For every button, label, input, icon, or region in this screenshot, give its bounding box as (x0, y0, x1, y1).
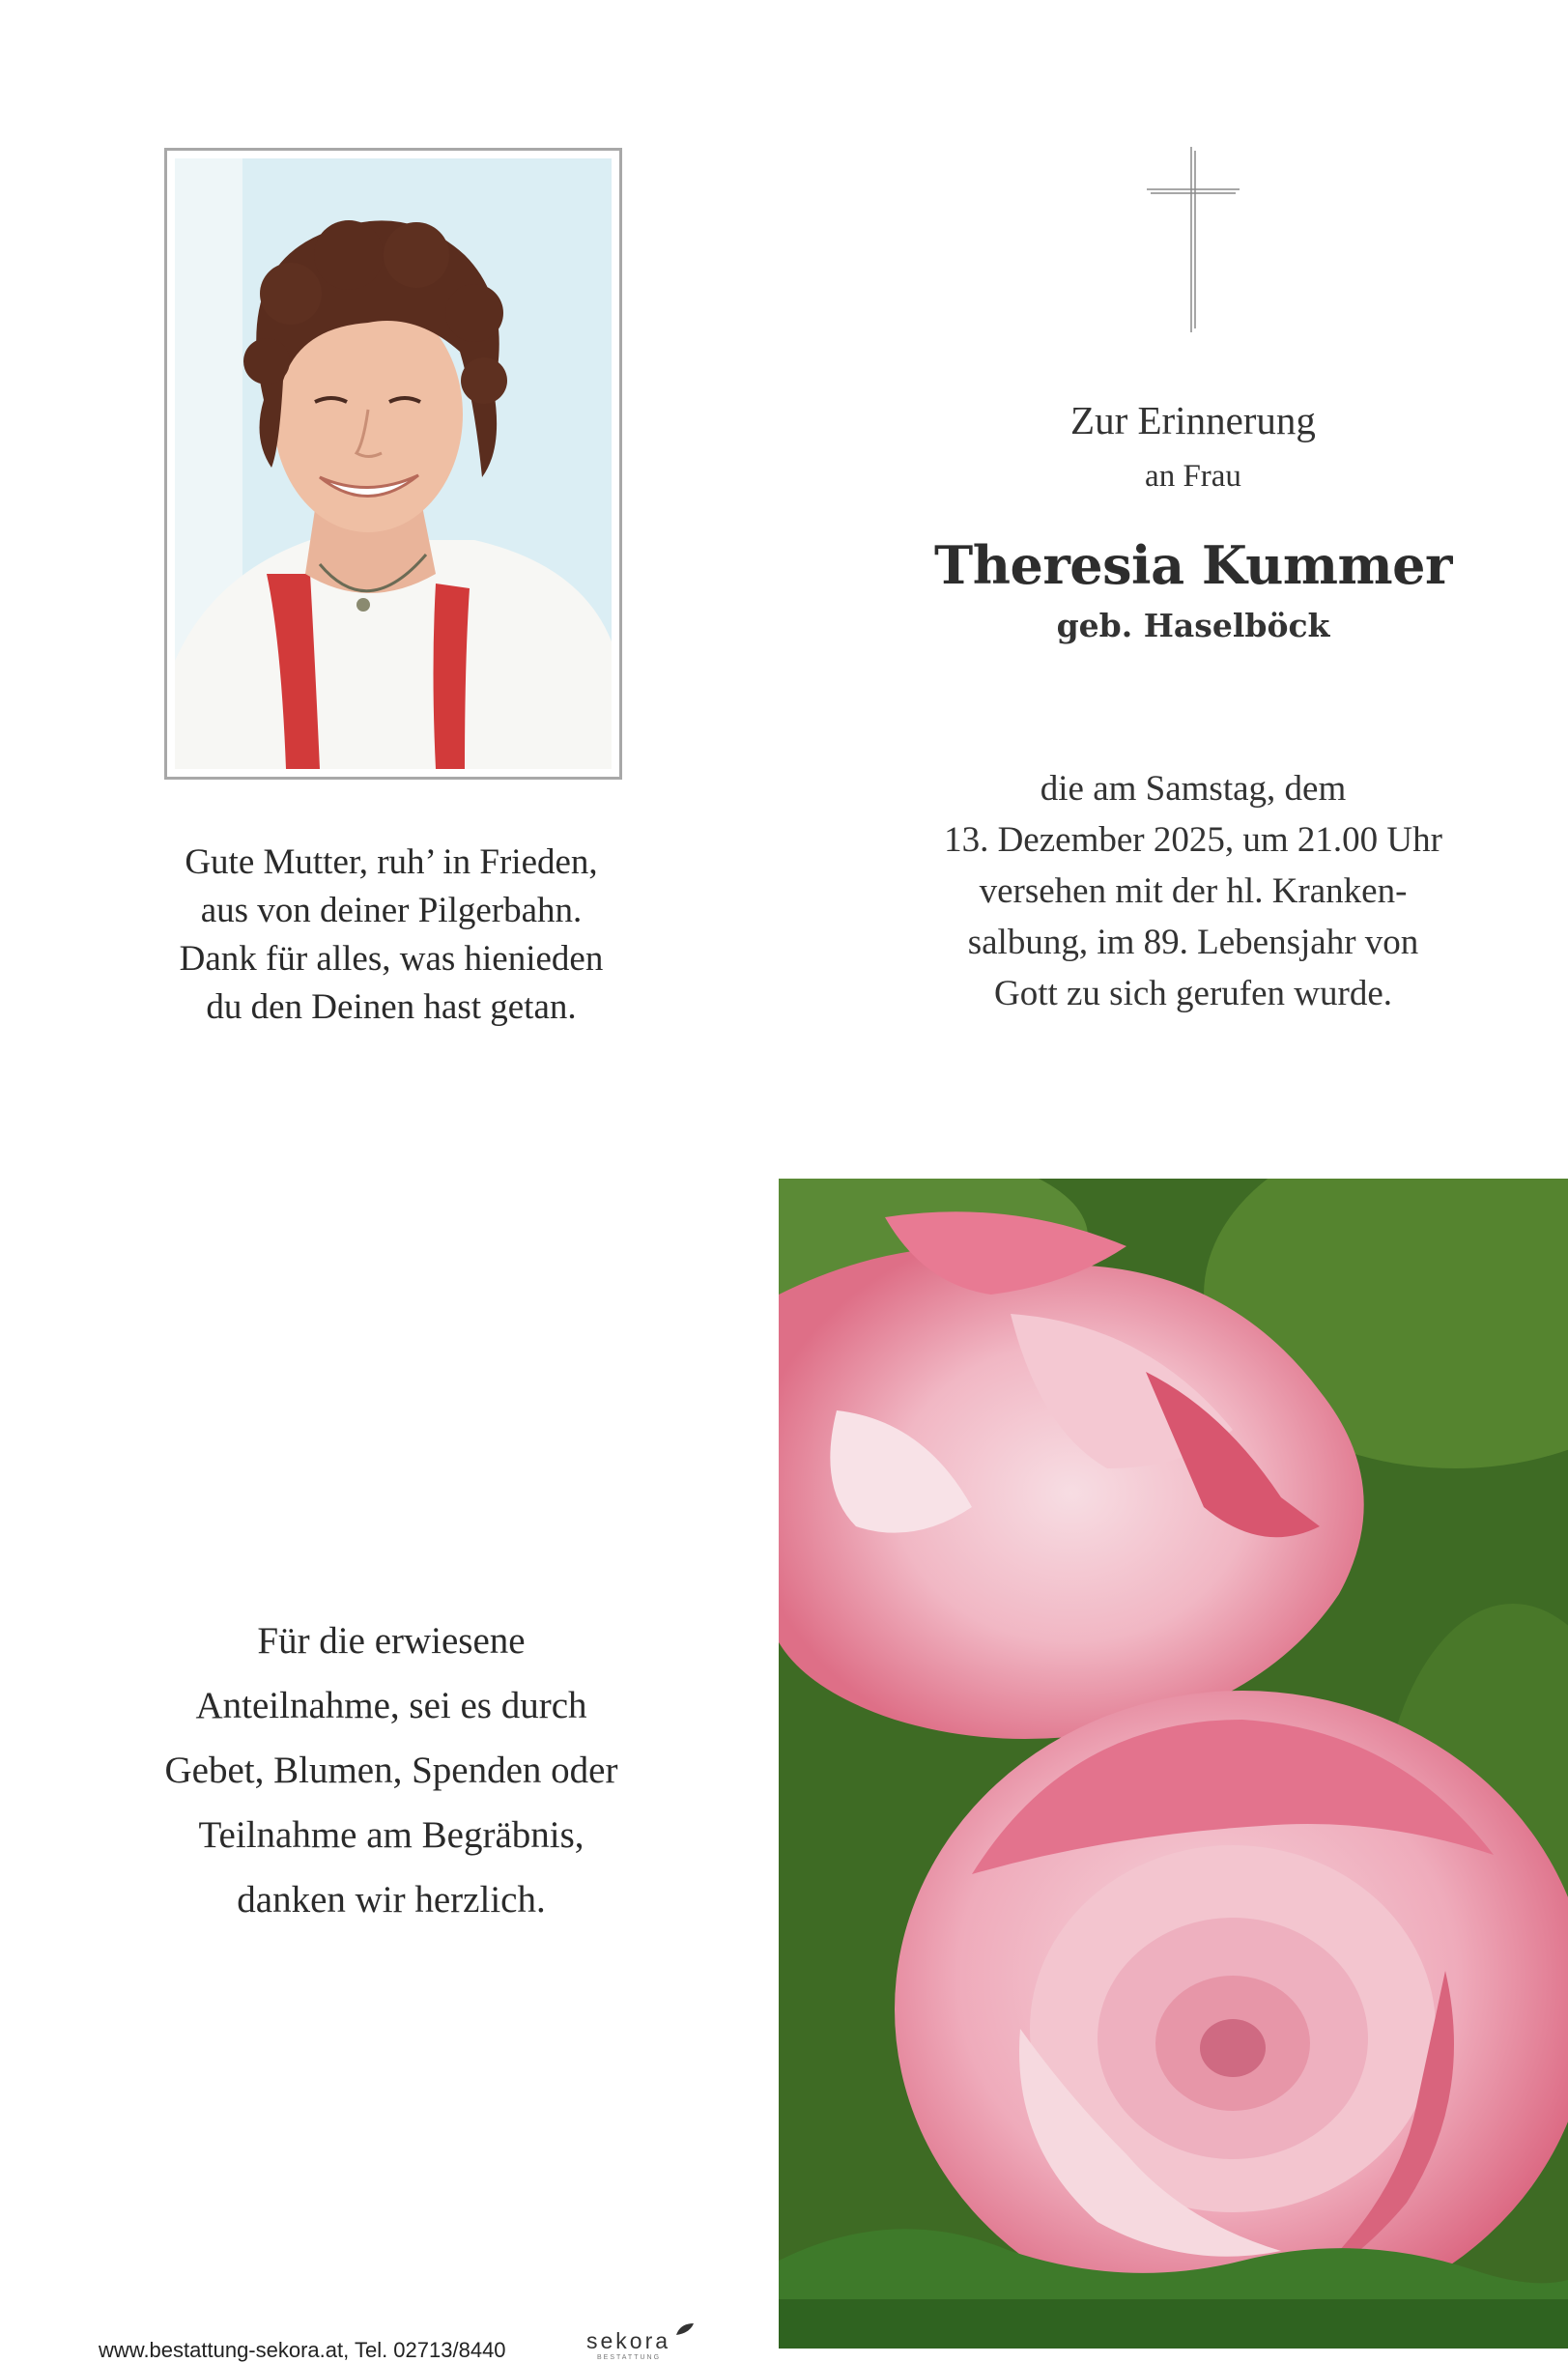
rose-illustration (779, 1179, 1568, 2349)
memorial-salutation: an Frau (1145, 459, 1241, 494)
leaf-icon (674, 2321, 696, 2337)
notice-line: 13. Dezember 2025, um 21.00 Uhr (944, 820, 1442, 860)
notice-line: Gott zu sich gerufen wurde. (993, 974, 1392, 1013)
thank-you-note (77, 1609, 705, 1932)
company-logo-subtitle: BESTATTUNG (597, 2354, 662, 2361)
death-notice (831, 763, 1555, 1019)
rose-photo (779, 1179, 1568, 2349)
notice-line: versehen mit der hl. Kranken- (979, 871, 1408, 911)
poem-line: du den Deinen hast getan. (206, 987, 577, 1027)
portrait-illustration (175, 158, 612, 769)
portrait-photo (175, 158, 612, 769)
deceased-name: Theresia Kummer (934, 534, 1452, 596)
thanks-line: Teilnahme am Begräbnis, (198, 1814, 584, 1856)
thanks-line: Für die erwiesene (257, 1620, 526, 1662)
memorial-header (831, 391, 1555, 652)
thanks-line: Anteilnahme, sei es durch (195, 1685, 587, 1726)
poem-line: aus von deiner Pilgerbahn. (200, 891, 583, 930)
memorial-heading: Zur Erinnerung (1070, 398, 1316, 442)
poem-line: Dank für alles, was hienieden (179, 939, 604, 979)
company-logo: sekora (586, 2328, 671, 2353)
thanks-line: Gebet, Blumen, Spenden oder (164, 1750, 618, 1791)
poem-line: Gute Mutter, ruh’ in Frieden, (185, 842, 598, 882)
portrait-photo-frame (164, 148, 622, 780)
poem (87, 839, 696, 1032)
maiden-name: geb. Haselböck (1056, 607, 1330, 644)
footer-contact: www.bestattung-sekora.at, Tel. 02713/8440 (99, 2338, 506, 2362)
notice-line: die am Samstag, dem (1040, 769, 1347, 809)
notice-line: salbung, im 89. Lebensjahr von (967, 923, 1419, 962)
cross-icon (1145, 145, 1241, 334)
thanks-line: danken wir herzlich. (237, 1879, 546, 1921)
